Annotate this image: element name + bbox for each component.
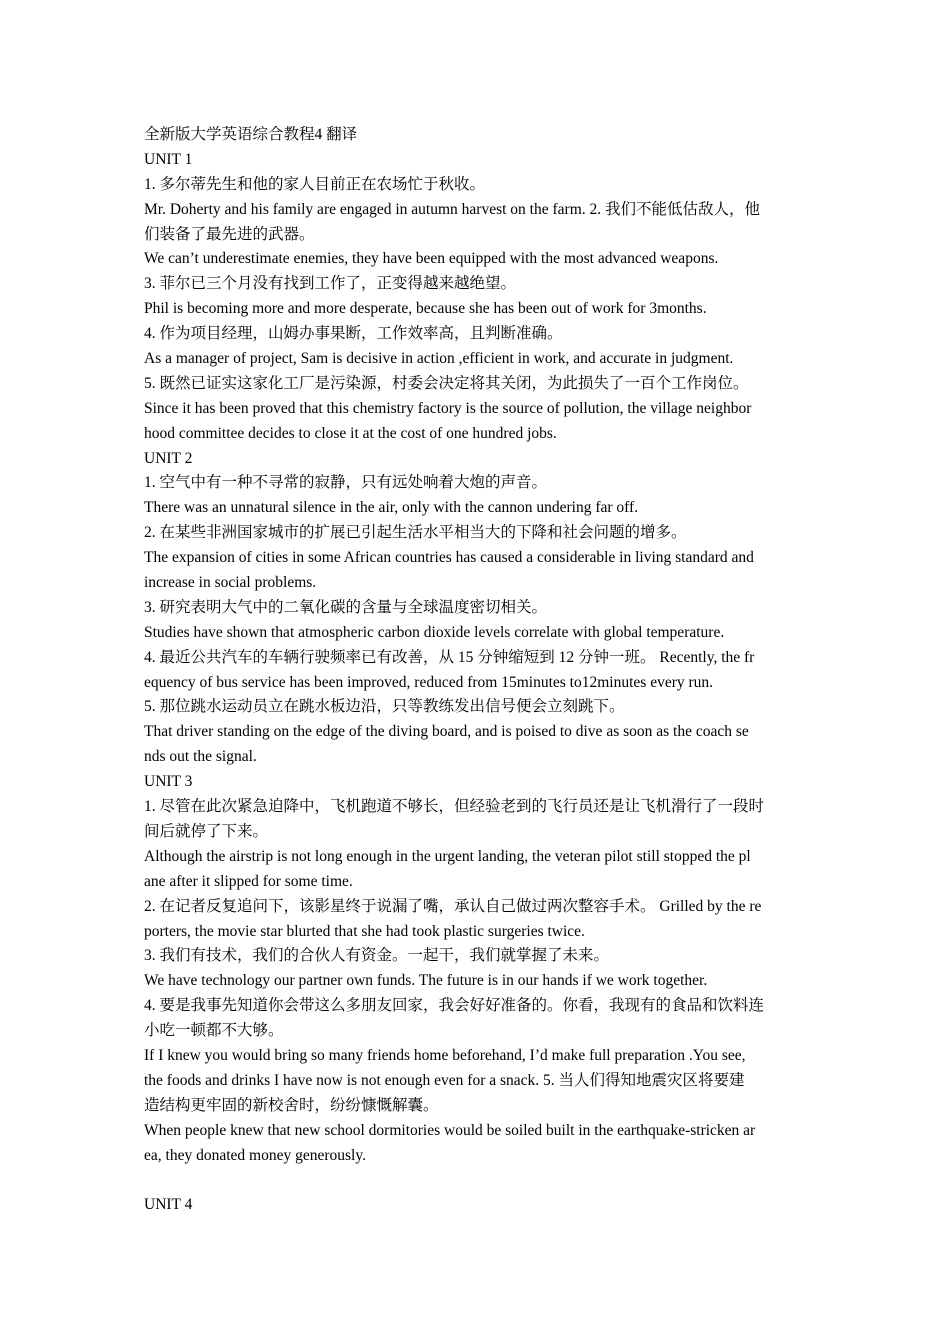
unit-1-line: Phil is becoming more and more desperate, because she has been out of work for 3months. — [144, 300, 707, 318]
unit-heading-2: UNIT 2 — [144, 449, 193, 467]
unit-heading-4: UNIT 4 — [144, 1196, 193, 1214]
unit-3-line: ane after it slipped for some time. — [144, 872, 353, 890]
document-page — [144, 123, 808, 1218]
unit-1-line: hood committee decides to close it at the cost of one hundred jobs. — [144, 424, 557, 442]
unit-3-line: 小吃一顿都不大够。 — [144, 1022, 284, 1040]
unit-3-line: the foods and drinks I have now is not enough even for a snack. 5. 当人们得知地震灾区将要建 — [144, 1071, 745, 1089]
unit-1-line: Since it has been proved that this chemistry factory is the source of pollution, the village neighbor — [144, 399, 752, 417]
unit-2-line: 3. 研究表明大气中的二氧化碳的含量与全球温度密切相关。 — [144, 598, 548, 616]
unit-2-line: There was an unnatural silence in the air, only with the cannon undering far off. — [144, 499, 639, 517]
unit-1-line: 们装备了最先进的武器。 — [144, 225, 315, 243]
unit-2-line: The expansion of cities in some African countries has caused a considerable in living standard and — [144, 549, 754, 567]
unit-3-line: When people knew that new school dormitories would be soiled built in the earthquake-stricken ar — [144, 1121, 756, 1139]
unit-2-line: nds out the signal. — [144, 748, 257, 766]
unit-1-line: 3. 菲尔已三个月没有找到工作了，正变得越来越绝望。 — [144, 275, 517, 293]
paragraph-spacer — [144, 1168, 808, 1193]
unit-heading-1: UNIT 1 — [144, 150, 193, 168]
unit-heading-3: UNIT 3 — [144, 773, 193, 791]
unit-1-line: 5. 既然已证实这家化工厂是污染源，村委会决定将其关闭，为此损失了一百个工作岗位。 — [144, 374, 749, 392]
unit-2-line: 2. 在某些非洲国家城市的扩展已引起生活水平相当大的下降和社会问题的增多。 — [144, 524, 687, 542]
unit-3-line: ea, they donated money generously. — [144, 1146, 366, 1164]
unit-3-line: Although the airstrip is not long enough in the urgent landing, the veteran pilot still stopped the pl — [144, 847, 751, 865]
unit-2-line: That driver standing on the edge of the diving board, and is poised to dive as soon as the coach se — [144, 723, 749, 741]
unit-1-line: We can’t underestimate enemies, they have been equipped with the most advanced weapons. — [144, 250, 719, 268]
unit-2-line: increase in social problems. — [144, 574, 317, 592]
unit-2-line: equency of bus service has been improved, reduced from 15minutes to12minutes every run. — [144, 673, 714, 691]
unit-3-line: 4. 要是我事先知道你会带这么多朋友回家，我会好好准备的。你看，我现有的食品和饮料连 — [144, 997, 765, 1015]
unit-3-line: If I knew you would bring so many friends home beforehand, I’d make full preparation .You see, — [144, 1046, 746, 1064]
unit-3-line: We have technology our partner own funds. The future is in our hands if we work together. — [144, 972, 708, 990]
unit-3-line: 造结构更牢固的新校舍时，纷纷慷慨解囊。 — [144, 1096, 439, 1114]
unit-3-line: porters, the movie star blurted that she had took plastic surgeries twice. — [144, 922, 585, 940]
unit-3-line: 间后就停了下来。 — [144, 822, 269, 840]
document-title: 全新版大学英语综合教程4 翻译 — [144, 126, 358, 143]
unit-2-line: 4. 最近公共汽车的车辆行驶频率已有改善，从 15 分钟缩短到 12 分钟一班。 Recently, the fr — [144, 648, 755, 666]
unit-1-line: 1. 多尔蒂先生和他的家人目前正在农场忙于秋收。 — [144, 175, 486, 193]
unit-2-line: 1. 空气中有一种不寻常的寂静，只有远处响着大炮的声音。 — [144, 474, 548, 492]
unit-2-line: Studies have shown that atmospheric carbon dioxide levels correlate with global temperature. — [144, 623, 725, 641]
unit-1-line: Mr. Doherty and his family are engaged in autumn harvest on the farm. 2. 我们不能低估敌人，他 — [144, 200, 760, 218]
unit-2-line: 5. 那位跳水运动员立在跳水板边沿，只等教练发出信号便会立刻跳下。 — [144, 698, 625, 716]
unit-1-line: 4. 作为项目经理，山姆办事果断，工作效率高，且判断准确。 — [144, 325, 563, 343]
unit-1-line: As a manager of project, Sam is decisive in action ,efficient in work, and accurate in judgment. — [144, 350, 734, 368]
unit-3-line: 2. 在记者反复追问下，该影星终于说漏了嘴，承认自己做过两次整容手术。 Grilled by the re — [144, 897, 762, 915]
unit-3-line: 1. 尽管在此次紧急迫降中，飞机跑道不够长，但经验老到的飞行员还是让飞机滑行了一段时 — [144, 798, 765, 816]
unit-3-line: 3. 我们有技术，我们的合伙人有资金。一起干，我们就掌握了未来。 — [144, 947, 610, 965]
